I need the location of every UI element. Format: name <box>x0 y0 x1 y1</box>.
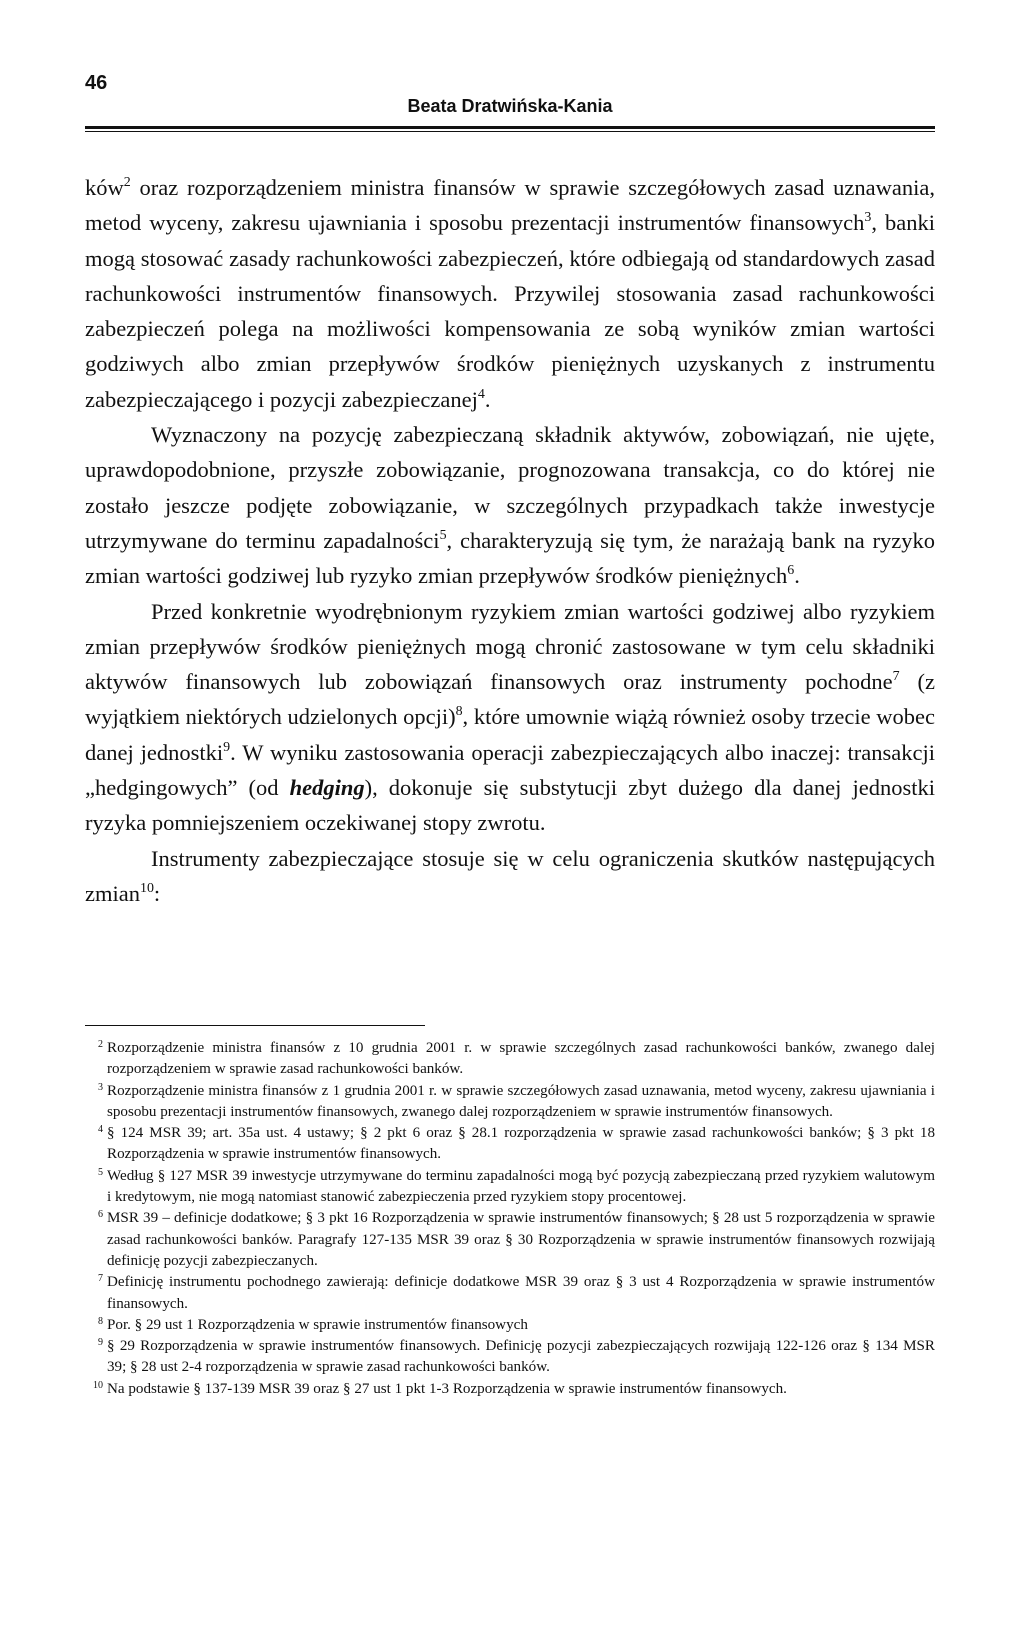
footnote-text: Rozporządzenie ministra finansów z 10 grudnia 2001 r. w sprawie szczególnych zasad rachunkowości banków, zwanego dalej rozporządzeniem w sprawie zasad rachunkowości banków. <box>107 1040 935 1078</box>
text-run: ków <box>85 175 124 200</box>
text-run: . <box>484 386 491 412</box>
paragraph-3 <box>85 594 935 841</box>
page-number: 46 <box>85 72 108 94</box>
footnotes <box>85 1038 935 1400</box>
text-run: . W wyniku zastosowania operacji zabezpieczających albo inaczej: transakcji „hedgingowych” (od <box>85 739 935 801</box>
footnote-text: MSR 39 – definicje dodatkowe; § 3 pkt 16 Rozporządzenia w sprawie instrumentów finansowych; § 28 ust 5 rozporządzenia w sprawie zasad rachunkowości banków. Paragrafy 127-135 MSR 39 oraz § 30 Rozporządzenia w sprawie instrumentów finansowych rozwijają definicję pozycji zabezpieczanych. <box>107 1210 935 1269</box>
paragraph-1 <box>85 170 935 417</box>
footnote-item <box>85 1081 935 1124</box>
text-run: Wyznaczony na pozycję zabezpieczaną składnik aktywów, zobowiązań, nie ujęte, uprawdopodobnione, przyszłe zobowiązanie, prognozowana transakcja, co do której nie zostało jeszcze podjęte zobowiązanie, w szczególnych przypadkach także inwestycje utrzymywane do terminu zapadalności <box>85 422 935 553</box>
text-run: , które umownie wiążą również osoby trzecie wobec danej jednostki <box>85 704 935 765</box>
footnote-text: Według § 127 MSR 39 inwestycje utrzymywane do terminu zapadalności mogą być pozycją zabezpieczaną przed ryzykiem walutowym i kredytowym, nie mogą natomiast stanowić zabezpieczenia przed ryzykiem stopy procentowej. <box>107 1167 935 1206</box>
text-run: (z wyjątkiem niektórych udzielonych opcji) <box>85 669 935 730</box>
text-run: , charakteryzują się tym, że narażają bank na ryzyko zmian wartości godziwej lub ryzyko zmian przepływów środków pieniężnych <box>85 527 935 589</box>
footnote-number: 4 <box>98 1124 103 1136</box>
footnote-number: 2 <box>98 1039 103 1050</box>
footnote-item <box>85 1166 935 1209</box>
footnote-ref[interactable]: 9 <box>223 739 231 755</box>
footnote-ref[interactable]: 6 <box>787 563 795 579</box>
footnote-number: 7 <box>98 1273 103 1285</box>
running-header: Beata Dratwińska-Kania <box>407 96 613 116</box>
header-rule <box>85 126 935 132</box>
footnote-ref[interactable]: 7 <box>892 668 900 684</box>
footnote-rule <box>85 1025 425 1026</box>
footnote-number: 3 <box>98 1081 103 1093</box>
footnote-item <box>85 1315 935 1336</box>
text-run: , banki mogą stosować zasady rachunkowości zabezpieczeń, które odbiegają od standardowych zasad rachunkowości instrumentów finansowych. Przywilej stosowania zasad rachunkowości zabezpieczeń polega na możliwości kompensowania ze sobą wyników zmian wartości godziwych albo zmian przepływów środków pieniężnych uzyskanych z instrumentu zabezpieczającego i pozycji zabezpieczanej <box>85 210 935 412</box>
emphasis: hedging <box>289 775 365 801</box>
footnote-item <box>85 1379 935 1400</box>
footnote-item <box>85 1336 935 1379</box>
text-run: . <box>794 563 800 589</box>
footnote-number: 6 <box>98 1209 103 1221</box>
footnote-ref[interactable]: 3 <box>864 210 872 226</box>
paragraph-2 <box>85 417 935 593</box>
footnote-text: § 29 Rozporządzenia w sprawie instrumentów finansowych. Definicję pozycji zabezpieczających rozwijają 122-126 oraz § 134 MSR 39; § 28 ust 2-4 rozporządzenia w sprawie zasad rachunkowości banków. <box>107 1338 935 1376</box>
footnote-ref[interactable]: 10 <box>139 880 154 896</box>
footnote-text: Na podstawie § 137-139 MSR 39 oraz § 27 ust 1 pkt 1-3 Rozporządzenia w sprawie instrumentów finansowych. <box>107 1380 787 1397</box>
text-run: oraz rozporządzeniem ministra finansów w sprawie szczegółowych zasad uznawania, metod wyceny, zakresu ujawniania i sposobu prezentacji instrumentów finansowych <box>85 175 935 236</box>
footnote-ref[interactable]: 2 <box>123 174 131 190</box>
footnote-text: Rozporządzenie ministra finansów z 1 grudnia 2001 r. w sprawie szczegółowych zasad uznawania, metod wyceny, zakresu ujawniania i sposobu prezentacji instrumentów finansowych, zwanego dalej rozporządzeniem w sprawie instrumentów finansowych. <box>107 1082 935 1120</box>
text-run: ), dokonuje się substytucji zbyt dużego dla danej jednostki ryzyka pomniejszeniem oczekiwanej stopy zwrotu. <box>85 775 935 836</box>
text-run: Przed konkretnie wyodrębnionym ryzykiem zmian wartości godziwej albo ryzykiem zmian przepływów środków pieniężnych mogą chronić zastosowane w tym celu składniki aktywów finansowych lub zobowiązań finansowych oraz instrumenty pochodne <box>85 598 935 695</box>
text-run: : <box>153 880 161 906</box>
footnote-item <box>85 1123 935 1166</box>
footnote-text: Definicję instrumentu pochodnego zawierają: definicje dodatkowe MSR 39 oraz § 3 ust 4 Rozporządzenia w sprawie instrumentów finansowych. <box>107 1274 935 1312</box>
text-run: Instrumenty zabezpieczające stosuje się w celu ograniczenia skutków następujących zmian <box>85 845 935 906</box>
footnote-number: 8 <box>98 1315 103 1327</box>
footnote-text: § 124 MSR 39; art. 35a ust. 4 ustawy; § 2 pkt 6 oraz § 28.1 rozporządzenia w sprawie zasad rachunkowości banków; § 3 pkt 18 Rozporządzenia w sprawie instrumentów finansowych. <box>107 1125 935 1163</box>
footnote-ref[interactable]: 4 <box>477 386 485 402</box>
footnote-ref[interactable]: 5 <box>439 527 447 543</box>
footnote-item <box>85 1272 935 1315</box>
body-text <box>85 170 935 911</box>
footnote-item <box>85 1208 935 1272</box>
footnote-item <box>85 1038 935 1081</box>
footnote-number: 9 <box>98 1337 103 1349</box>
footnote-text: Por. § 29 ust 1 Rozporządzenia w sprawie instrumentów finansowych <box>107 1316 528 1333</box>
paragraph-4 <box>85 841 935 912</box>
footnote-ref[interactable]: 8 <box>455 704 463 720</box>
footnote-number: 5 <box>98 1166 103 1178</box>
footnote-number: 10 <box>93 1379 103 1391</box>
